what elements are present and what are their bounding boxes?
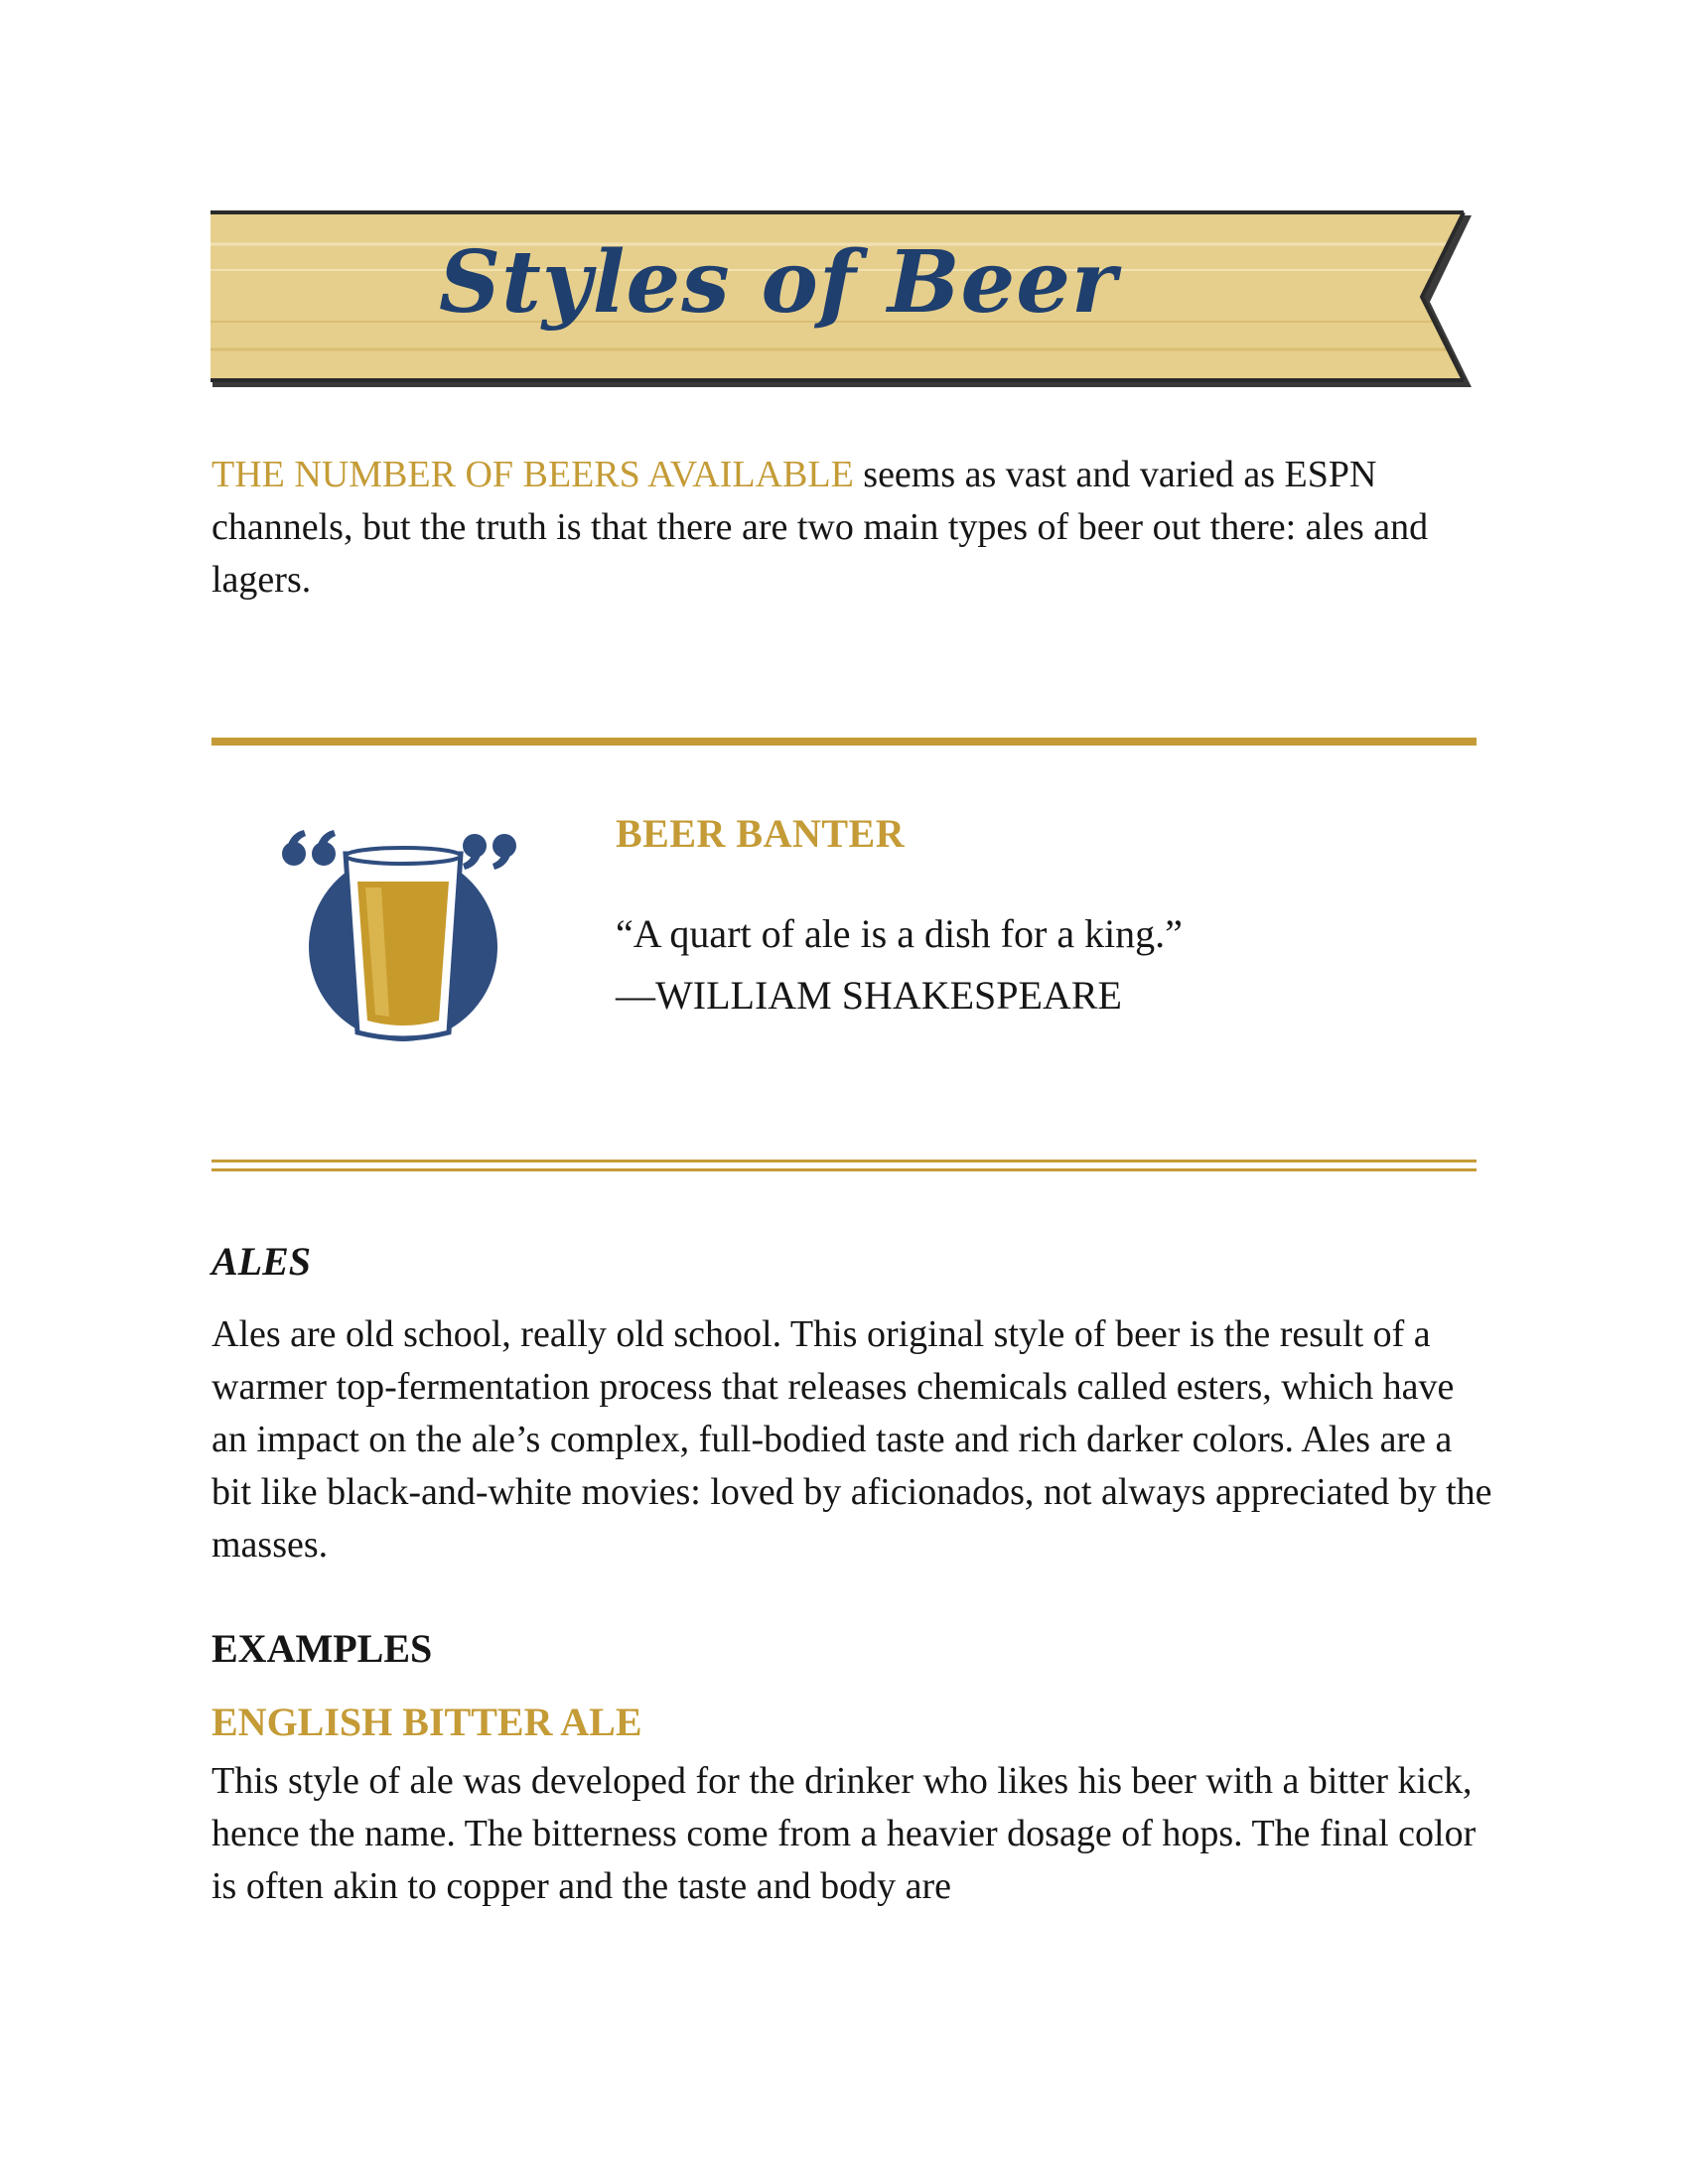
example-title: ENGLISH BITTER ALE (211, 1700, 642, 1744)
example-paragraph: This style of ale was developed for the drinker who likes his beer with a bitter kick, hence the name. The bitterness come from a heavier dosage of hops. The final color is often akin to copper and the taste and body are (211, 1760, 1477, 1907)
banter-title: BEER BANTER (616, 811, 906, 856)
intro-lead: THE NUMBER OF BEERS AVAILABLE (211, 454, 854, 495)
beer-glass-quote-icon (280, 826, 518, 1054)
title-banner (211, 210, 1477, 393)
page-title: Styles of Beer (439, 232, 1118, 333)
banter-quote-block (616, 903, 1183, 1026)
examples-heading: EXAMPLES (211, 1626, 433, 1671)
ales-heading: ALES (211, 1239, 312, 1284)
intro-paragraph (211, 449, 1482, 607)
section-divider-bottom (211, 1160, 1477, 1171)
banter-attribution: —WILLIAM SHAKESPEARE (616, 973, 1122, 1018)
section-divider-top (211, 738, 1477, 746)
banter-quote: “A quart of ale is a dish for a king.” (616, 911, 1183, 956)
ales-paragraph: Ales are old school, really old school. This original style of beer is the result of a warmer top-fermentation process that releases chemicals called esters, which have an impact on the ale’s complex, full-bodied taste and rich darker colors. Ales are a bit like black-and-white movies: loved by aficionados, not always appreciated by the masses. (211, 1313, 1492, 1566)
intro-text: seems as vast and varied as ESPN channels, but the truth is that there are two main types of beer out there: ales and lagers. (211, 454, 1429, 601)
